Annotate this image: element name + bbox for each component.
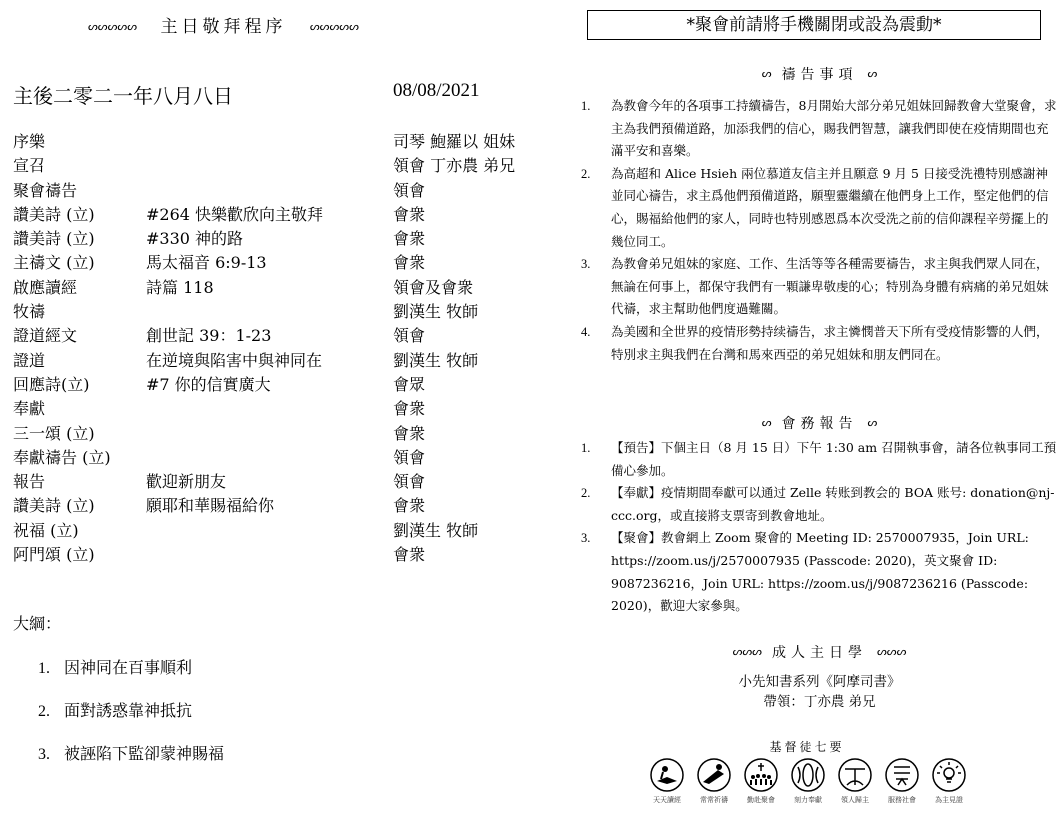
report-text: 【聚會】教會網上 Zoom 聚會的 Meeting ID: 2570007935，Join URL: https://zoom.us/j/2570007935 (Passcode: 2020)，英文聚會 ID: 9087236216，Join URL: https://zoom.us/j/9087236216 (Passcode: 2020)，歡迎大家參與。 — [611, 530, 1029, 614]
seven-must-caption: 領人歸主 — [841, 796, 869, 804]
seven-must-item — [645, 757, 689, 805]
order-item: 阿門頌 (立) — [13, 545, 95, 565]
heading-ornament-left: ᔕ — [761, 416, 772, 429]
report-number: 1. — [581, 441, 591, 455]
outline-item — [38, 741, 224, 784]
order-detail: 創世記 39：1-23 — [146, 326, 272, 346]
order-item: 證道經文 — [13, 326, 78, 346]
prayer-text: 為高超和 Alice Hsieh 兩位慕道友信主并且願意 9 月 5 日接受洗禮特別感謝神並同心禱告，求主爲他們預備道路，願聖靈繼續在他們身上工作，堅定他們的信心，賜福給他們的家人，同時也特別感恩爲本次受洗之前的信仰課程辛勞擺上的幾位同工。 — [611, 165, 1049, 249]
sermon-outline — [38, 655, 224, 784]
order-item: 奉獻 — [13, 399, 46, 419]
sunday-school-leader: 帶領：丁亦農 弟兄 — [763, 694, 876, 710]
order-leader: 領會 — [393, 472, 426, 492]
program-title — [88, 12, 359, 37]
order-item: 讚美詩 (立) — [13, 204, 95, 224]
seven-must-item — [692, 757, 736, 805]
report-heading-text: 會務報告 — [781, 416, 858, 432]
seven-must-item — [786, 757, 830, 805]
order-item: 宣召 — [13, 156, 46, 176]
prayer-item — [581, 95, 1059, 163]
report-text: 【奉獻】疫情期間奉獻可以通过 Zelle 转账到教会的 BOA 账号: donation@nj-ccc.org，或直接將支票寄到教會地址。 — [611, 485, 1055, 523]
title-ornament-right: ᔕᔕᔕᔕᔕ — [309, 20, 359, 33]
offering-icon — [790, 757, 826, 793]
prayer-heading-text: 禱告事項 — [781, 67, 858, 83]
report-list — [581, 437, 1059, 618]
prayer-item — [581, 321, 1059, 366]
prayer-number: 1. — [581, 99, 591, 113]
prayer-number: 3. — [581, 257, 591, 272]
order-row — [13, 421, 540, 445]
order-detail: 馬太福音 6:9-13 — [146, 253, 267, 273]
order-item: 啟應讀經 — [13, 277, 78, 297]
order-row — [13, 129, 540, 153]
heading-ornament-right: ᔕ — [867, 67, 878, 80]
seven-must-caption: 服務社會 — [888, 796, 916, 804]
order-row — [13, 493, 540, 517]
heading-ornament-right: ᔕᔕᔕ — [877, 645, 907, 658]
prayer-item — [581, 163, 1059, 253]
order-item: 讚美詩 (立) — [13, 496, 95, 516]
seven-must-item — [880, 757, 924, 805]
order-item: 祝福 (立) — [13, 520, 79, 540]
prayer-text: 為教會今年的各項事工持續禱告，8月開始大部分弟兄姐妹回歸教會大堂聚會，求主為我們預備道路，加添我們的信心，賜我們智慧，讓我們即使在疫情期間也充滿平安和喜樂。 — [611, 98, 1057, 159]
outline-text: 因神同在百事順利 — [64, 658, 193, 677]
order-detail: #7 你的信實廣大 — [146, 374, 271, 394]
order-item: 主禱文 (立) — [13, 253, 95, 273]
order-row — [13, 323, 540, 347]
outline-item — [38, 698, 224, 741]
program-title-text: 主日敬拜程序 — [160, 17, 287, 37]
sunday-school-heading — [575, 642, 1064, 662]
report-item — [581, 482, 1059, 527]
order-item: 奉獻禱告 (立) — [13, 447, 111, 467]
seven-musts-logo — [645, 757, 975, 807]
order-row — [13, 275, 540, 299]
order-row — [13, 469, 540, 493]
order-leader: 司琴 鮑羅以 姐妹 — [393, 132, 516, 151]
order-detail: 歡迎新朋友 — [146, 472, 227, 492]
order-leader: 劉漢生 牧師 — [393, 350, 479, 370]
order-detail: 願耶和華賜福給你 — [146, 496, 275, 516]
order-leader: 會眾 — [393, 374, 426, 394]
reading-icon — [649, 757, 685, 793]
order-detail: #330 神的路 — [146, 229, 244, 249]
date-numeric: 08/08/2021 — [393, 80, 480, 101]
prayer-text: 為美國和全世界的疫情形勢持续禱告，求主憐憫普天下所有受疫情影響的人們，特別求主與我們在台灣和馬來西亞的弟兄姐妹和朋友們同在。 — [611, 323, 1049, 362]
prayer-heading — [575, 64, 1064, 84]
report-text: 【預告】下個主日（8 月 15 日）下午 1:30 am 召開執事會，請各位執事同工預備心參加。 — [611, 440, 1057, 478]
seven-must-caption: 常常祈禱 — [700, 796, 728, 804]
order-leader: 會衆 — [393, 204, 426, 224]
prayer-list — [581, 95, 1059, 366]
order-leader: 會衆 — [393, 399, 426, 419]
order-item: 回應詩(立) — [13, 374, 90, 394]
order-row — [13, 299, 540, 323]
order-leader: 領會 — [393, 326, 426, 346]
leading-icon — [837, 757, 873, 793]
right-page — [575, 0, 1064, 827]
heading-ornament-right: ᔕ — [867, 416, 878, 429]
prayer-number: 4. — [581, 324, 591, 339]
order-item: 牧禱 — [13, 302, 46, 322]
seven-musts-title: 基督徒七要 — [769, 740, 845, 754]
order-row — [13, 226, 540, 250]
order-row — [13, 202, 540, 226]
seven-must-item — [833, 757, 877, 805]
order-leader: 會衆 — [393, 229, 426, 249]
serving-icon — [884, 757, 920, 793]
order-item: 聚會禱告 — [13, 180, 78, 200]
order-detail: 在逆境與陷害中與神同在 — [146, 350, 323, 370]
seven-must-caption: 刻力奉獻 — [794, 796, 822, 804]
seven-must-caption: 天天讀經 — [653, 796, 681, 804]
prayer-text: 為教會弟兄姐妹的家庭、工作、生活等等各種需要禱告，求主與我們眾人同在，無論在何事上，都保守我們有一顆謙卑敬虔的心；特別為身體有病痛的弟兄姐妹代禱，求主幫助他們度過難關。 — [611, 256, 1049, 317]
report-number: 3. — [581, 531, 591, 546]
order-item: 讚美詩 (立) — [13, 229, 95, 249]
order-row — [13, 153, 540, 177]
report-heading — [575, 413, 1064, 433]
outline-number: 2. — [38, 703, 50, 720]
order-detail: 詩篇 118 — [146, 277, 214, 297]
heading-ornament-left: ᔕᔕᔕ — [732, 645, 762, 658]
order-row — [13, 178, 540, 202]
order-item: 三一頌 (立) — [13, 423, 95, 443]
order-row — [13, 396, 540, 420]
gathering-icon — [743, 757, 779, 793]
title-ornament-left: ᔕᔕᔕᔕᔕ — [88, 20, 138, 33]
report-number: 2. — [581, 486, 591, 501]
order-leader: 領會 — [393, 180, 426, 200]
service-order — [13, 129, 540, 566]
order-leader: 劉漢生 牧師 — [393, 520, 479, 540]
report-item — [581, 437, 1059, 482]
order-item: 序樂 — [13, 132, 46, 151]
outline-text: 被誣陷下監卻蒙神賜福 — [64, 744, 225, 763]
sunday-school-series: 小先知書系列《阿摩司書》 — [738, 674, 901, 690]
order-leader: 領會 — [393, 447, 426, 467]
order-item: 證道 — [13, 350, 46, 370]
outline-text: 面對誘惑靠神抵抗 — [64, 701, 193, 720]
report-item — [581, 527, 1059, 617]
seven-must-caption: 勤赴聚會 — [747, 796, 775, 804]
order-leader: 會衆 — [393, 545, 426, 565]
order-item: 報告 — [13, 472, 46, 492]
sunday-school-heading-text: 成人主日學 — [772, 645, 867, 661]
outline-item — [38, 655, 224, 698]
phone-notice-box: *聚會前請將手機關閉或設為震動* — [587, 10, 1041, 40]
order-row — [13, 372, 540, 396]
outline-number: 3. — [38, 746, 50, 763]
order-row — [13, 445, 540, 469]
order-leader: 領會 丁亦農 弟兄 — [393, 156, 516, 176]
seven-must-caption: 為主見證 — [935, 796, 963, 804]
praying-icon — [696, 757, 732, 793]
seven-must-item — [739, 757, 783, 805]
date-chinese: 主後二零二一年八月八日 — [13, 84, 233, 108]
prayer-number: 2. — [581, 166, 591, 181]
order-leader: 領會及會衆 — [393, 277, 474, 297]
prayer-item — [581, 253, 1059, 321]
heading-ornament-left: ᔕ — [761, 67, 772, 80]
order-leader: 會衆 — [393, 496, 426, 516]
seven-must-item — [927, 757, 971, 805]
order-leader: 劉漢生 牧師 — [393, 302, 479, 322]
order-row — [13, 518, 540, 542]
order-row — [13, 542, 540, 566]
order-leader: 會衆 — [393, 253, 426, 273]
order-row — [13, 250, 540, 274]
order-detail: #264 快樂歡欣向主敬拜 — [146, 204, 324, 224]
order-row — [13, 348, 540, 372]
outline-title: 大綱： — [13, 614, 62, 633]
witness-icon — [931, 757, 967, 793]
outline-number: 1. — [38, 660, 50, 677]
order-leader: 會衆 — [393, 423, 426, 443]
